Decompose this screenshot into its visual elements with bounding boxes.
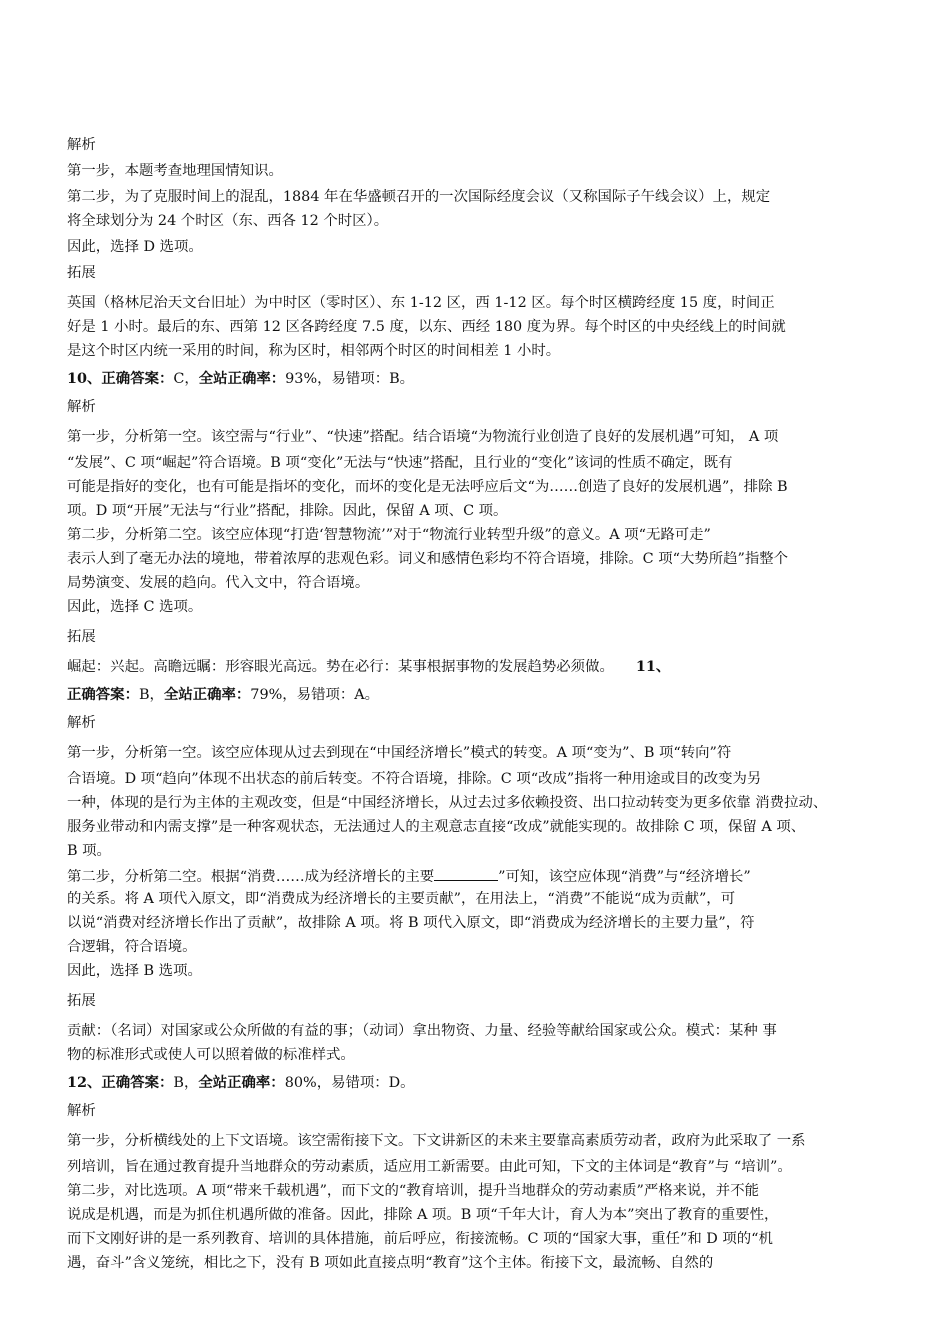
paragraph-line: 第二步，为了克服时间上的混乱，1884 年在华盛顿召开的一次国际经度会议（又称国际子午线会议）上，规定 <box>67 189 771 205</box>
paragraph-line: “发展”、C 项“崛起”符合语境。B 项“变化”无法与“快速”搭配，且行业的“变化”该词的性质不确定，既有 <box>67 455 733 471</box>
paragraph-line: 英国（格林尼治天文台旧址）为中时区（零时区）、东 1-12 区，西 1-12 区。每个时区横跨经度 15 度，时间正 <box>67 295 775 311</box>
answer-label: 正确答案： <box>67 686 139 703</box>
section-heading-analysis: 解析 <box>67 399 96 415</box>
paragraph-line: 一种，体现的是行为主体的主观改变，但是“中国经济增长，从过去过多依赖投资、出口拉动转变为更多依靠 消费拉动、 <box>67 795 828 811</box>
accuracy-label: 全站正确率： <box>198 370 286 387</box>
answer-label: 12、正确答案： <box>67 1074 174 1091</box>
paragraph-line: 第二步，分析第二空。该空应体现“打造‘智慧物流’”对于“物流行业转型升级”的意义。A 项“无路可走” <box>67 527 711 543</box>
accuracy-value: 79%，易错项：A。 <box>250 687 380 703</box>
accuracy-value: 80%，易错项：D。 <box>284 1075 415 1091</box>
paragraph-line: 贡献：（名词）对国家或公众所做的有益的事；（动词）拿出物资、力量、经验等献给国家或公众。模式：某种 事 <box>67 1023 777 1039</box>
paragraph-line: 好是 1 小时。最后的东、西第 12 区各跨经度 7.5 度，以东、西经 180 度为界。每个时区的中央经线上的时间就 <box>67 319 786 335</box>
paragraph-line: 第一步，分析第一空。该空需与“行业”、“快速”搭配。结合语境“为物流行业创造了良好的发展机遇”可知， A 项 <box>67 429 779 445</box>
text-before-blank: 第二步，分析第二空。根据“消费……成为经济增长的主要 <box>67 869 435 885</box>
answer-value: B， <box>173 1075 199 1091</box>
paragraph-line: 的关系。将 A 项代入原文，即“消费成为经济增长的主要贡献”，在用法上，“消费”不能说“成为贡献”，可 <box>67 891 736 907</box>
paragraph-line: 是这个时区内统一采用的时间，称为区时，相邻两个时区的时间相差 1 小时。 <box>67 343 561 359</box>
paragraph-line: 第一步，分析横线处的上下文语境。该空需衔接下文。下文讲新区的未来主要靠高素质劳动者，政府为此采取了 一系 <box>67 1133 806 1149</box>
answer-line-q12 <box>67 1074 897 1092</box>
paragraph-line: 项。D 项“开展”无法与“行业”搭配，排除。因此，保留 A 项、C 项。 <box>67 503 508 519</box>
paragraph-line: 因此，选择 C 选项。 <box>67 599 203 615</box>
text-after-blank: ”可知，该空应体现“消费”与“经济增长” <box>498 869 751 885</box>
paragraph-line: 第二步，对比选项。A 项“带来千载机遇”，而下文的“教育培训，提升当地群众的劳动素质”严格来说，并不能 <box>67 1183 759 1199</box>
answer-value: C， <box>173 371 199 387</box>
paragraph-line: 列培训，旨在通过教育提升当地群众的劳动素质，适应用工新需要。由此可知，下文的主体词是“教育”与 “培训”。 <box>67 1159 792 1175</box>
section-heading-analysis: 解析 <box>67 1103 96 1119</box>
paragraph-line: 服务业带动和内需支撑”是一种客观状态，无法通过人的主观意志直接“改成”就能实现的。故排除 C 项，保留 A 项、 <box>67 819 806 835</box>
paragraph-line <box>67 658 897 676</box>
section-heading-analysis: 解析 <box>67 715 96 731</box>
paragraph-line: 第一步，分析第一空。该空应体现从过去到现在“中国经济增长”模式的转变。A 项“变为”、B 项“转向”符 <box>67 745 732 761</box>
question-number: 11、 <box>635 658 671 675</box>
section-heading-analysis: 解析 <box>67 137 96 153</box>
paragraph-line: 表示人到了毫无办法的境地，带着浓厚的悲观色彩。词义和感情色彩均不符合语境，排除。C 项“大势所趋”指整个 <box>67 551 789 567</box>
paragraph-line: 合逻辑，符合语境。 <box>67 939 197 955</box>
accuracy-value: 93%，易错项：B。 <box>285 371 415 387</box>
paragraph-line: 物的标准形式或使人可以照着做的标准样式。 <box>67 1047 355 1063</box>
paragraph-line: 可能是指好的变化，也有可能是指坏的变化，而坏的变化是无法呼应后文“为……创造了良好的发展机遇”，排除 B <box>67 479 788 495</box>
paragraph-line: 说成是机遇，而是为抓住机遇所做的准备。因此，排除 A 项。B 项“千年大计，育人为本”突出了教育的重要性， <box>67 1207 779 1223</box>
paragraph-line: 将全球划分为 24 个时区（东、西各 12 个时区）。 <box>67 213 389 229</box>
section-heading-extension: 拓展 <box>67 265 96 281</box>
extension-text: 崛起：兴起。高瞻远瞩：形容眼光高远。势在必行：某事根据事物的发展趋势必须做。 <box>67 659 614 675</box>
paragraph-line <box>67 866 897 886</box>
paragraph-line: 合语境。D 项“趋向”体现不出状态的前后转变。不符合语境，排除。C 项“改成”指将一种用途或目的改变为另 <box>67 771 762 787</box>
accuracy-label: 全站正确率： <box>163 686 251 703</box>
paragraph-line: 因此，选择 B 选项。 <box>67 963 202 979</box>
section-heading-extension: 拓展 <box>67 993 96 1009</box>
accuracy-label: 全站正确率： <box>198 1074 285 1091</box>
fill-blank <box>434 866 498 881</box>
paragraph-line: 遇，奋斗”含义笼统，相比之下，没有 B 项如此直接点明“教育”这个主体。衔接下文，最流畅、自然的 <box>67 1255 714 1271</box>
answer-value: B， <box>138 687 164 703</box>
paragraph-line: 局势演变、发展的趋向。代入文中，符合语境。 <box>67 575 370 591</box>
answer-line-q11 <box>67 686 897 704</box>
answer-line-q10 <box>67 370 897 388</box>
paragraph-line: B 项。 <box>67 843 111 859</box>
paragraph-line: 因此，选择 D 选项。 <box>67 239 203 255</box>
paragraph-line: 而下文刚好讲的是一系列教育、培训的具体措施，前后呼应，衔接流畅。C 项的“国家大事，重任”和 D 项的“机 <box>67 1231 773 1247</box>
answer-label: 10、正确答案： <box>67 370 174 387</box>
section-heading-extension: 拓展 <box>67 629 96 645</box>
paragraph-line: 第一步，本题考查地理国情知识。 <box>67 163 283 179</box>
paragraph-line: 以说“消费对经济增长作出了贡献”，故排除 A 项。将 B 项代入原文，即“消费成为经济增长的主要力量”，符 <box>67 915 755 931</box>
